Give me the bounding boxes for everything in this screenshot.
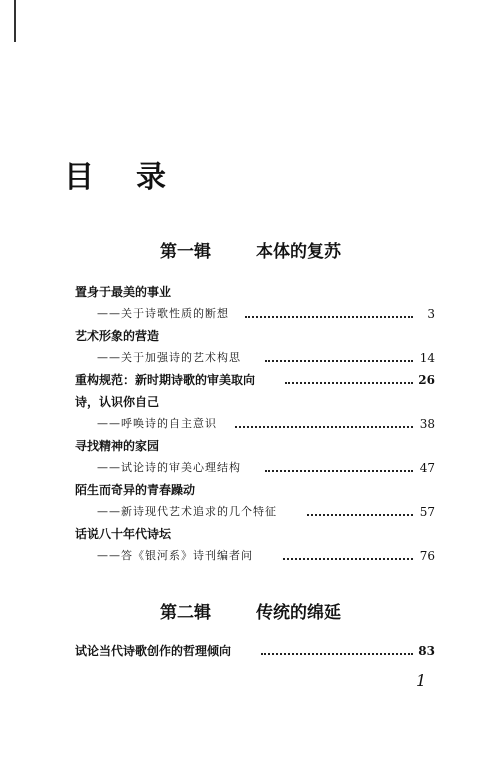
toc-entry-title[interactable]: 艺术形象的营造 (75, 327, 435, 345)
toc-entry-title[interactable]: 试论当代诗歌创作的哲理倾向 83 (75, 644, 435, 658)
page-edge-line (14, 0, 16, 42)
section-number: 第一辑 (160, 242, 211, 262)
toc-entry-title[interactable]: 话说八十年代诗坛 (75, 525, 435, 543)
dot-leader (307, 514, 413, 516)
page-ref: 76 (416, 547, 435, 565)
section-name: 本体的复苏 (256, 242, 341, 262)
page-ref: 3 (423, 305, 435, 323)
toc-entry-subtitle[interactable]: ——关于诗歌性质的断想 3 (97, 307, 435, 321)
dot-leader (261, 653, 413, 655)
dot-leader (285, 382, 413, 384)
toc-entry-subtitle[interactable]: ——试论诗的审美心理结构 47 (97, 461, 435, 475)
section-name: 传统的绵延 (256, 603, 341, 623)
page-ref: 38 (416, 415, 435, 433)
toc-entry-title[interactable]: 重构规范：新时期诗歌的审美取向 26 (75, 373, 435, 387)
dot-leader (265, 470, 413, 472)
toc-entry-subtitle[interactable]: ——答《银河系》诗刊编者问 76 (97, 549, 435, 563)
section-number: 第二辑 (160, 603, 211, 623)
page-ref: 83 (414, 642, 435, 660)
page-ref: 26 (414, 371, 435, 389)
page-ref: 47 (416, 459, 435, 477)
page-folio: 1 (416, 671, 427, 690)
title-char-2: 录 (136, 160, 166, 195)
dot-leader (235, 426, 413, 428)
toc-entry-title[interactable]: 置身于最美的事业 (75, 283, 435, 301)
toc-entry-subtitle[interactable]: ——新诗现代艺术追求的几个特征 57 (97, 505, 435, 519)
dot-leader (265, 360, 413, 362)
page-ref: 57 (416, 503, 435, 521)
toc-entry-title[interactable]: 诗，认识你自己 (75, 393, 435, 411)
page-title (64, 152, 166, 196)
toc-entry-title[interactable]: 陌生而奇异的青春躁动 (75, 481, 435, 499)
page-ref: 14 (416, 349, 435, 367)
toc-entry-title[interactable]: 寻找精神的家园 (75, 437, 435, 455)
toc-entry-subtitle[interactable]: ——呼唤诗的自主意识 38 (97, 417, 435, 431)
dot-leader (283, 558, 413, 560)
toc-entry-subtitle[interactable]: ——关于加强诗的艺术构思 14 (97, 351, 435, 365)
dot-leader (245, 316, 413, 318)
title-char-1: 目 (64, 160, 94, 195)
